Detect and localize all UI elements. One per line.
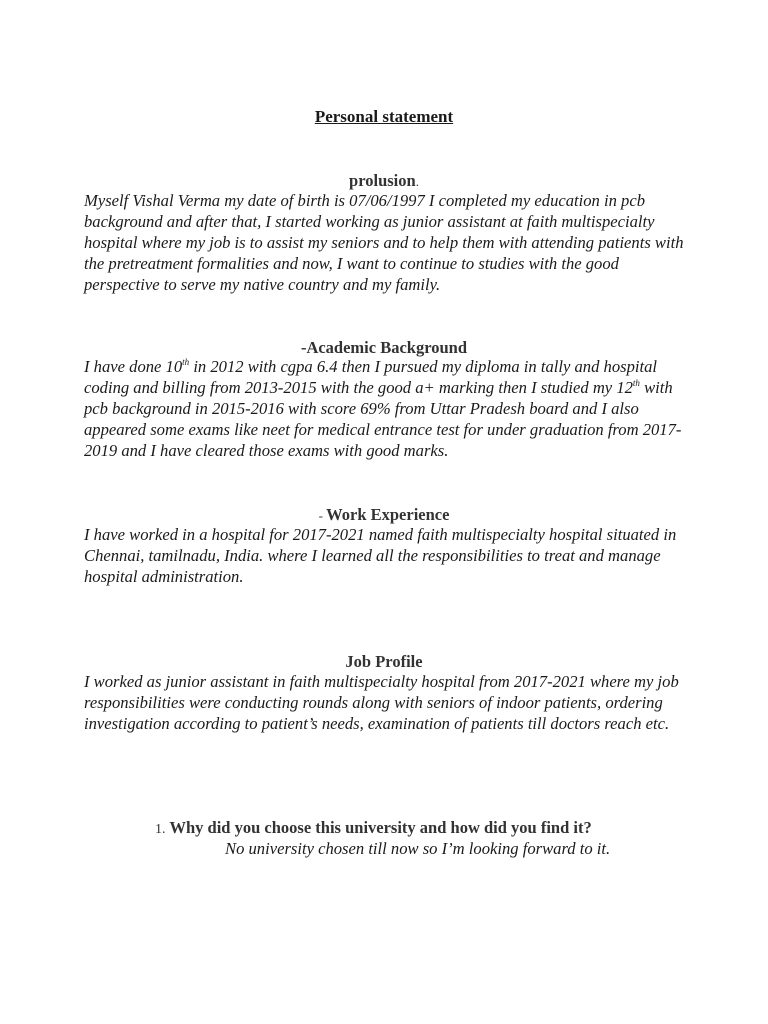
academic-superscript-1: th <box>182 357 190 367</box>
work-experience-paragraph: I have worked in a hospital for 2017-2021 named faith multispecialty hospital situated in Chennai, tamilnadu, India. where I learned all the responsibilities to treat and manage hospital administration. <box>84 525 677 586</box>
academic-superscript-2: th <box>632 377 640 388</box>
academic-background-paragraph <box>84 357 684 462</box>
work-experience-heading <box>0 505 768 525</box>
prolusion-heading-period: . <box>415 174 419 189</box>
work-heading-text: Work Experience <box>326 505 450 524</box>
question-number: 1. <box>155 822 166 837</box>
prolusion-heading <box>0 171 768 191</box>
academic-text-part3: with pcb background in 2015-2016 with score 69% from Uttar Pradesh board and I also appeared some exams like neet for medical entrance test for under graduation from 2017-2019 and I have cleared those exams with good marks. <box>84 377 682 460</box>
question-text: Why did you choose this university and how did you find it? <box>169 818 592 837</box>
academic-text-part2: in 2012 with cgpa 6.4 then I pursued my diploma in tally and hospital coding and billing from 2013-2015 with the good a+ marking then I studied my 12 <box>84 357 657 397</box>
prolusion-paragraph: Myself Vishal Verma my date of birth is 07/06/1997 I completed my education in pcb background and after that, I started working as junior assistant at faith multispecialty hospital where my job is to assist my seniors and to help them with attending patients with the pretreatment formalities and now, I want to continue to studies with the good perspective to serve my native country and my family. <box>84 191 684 294</box>
prolusion-heading-text: prolusion <box>349 171 416 190</box>
academic-background-heading: -Academic Background <box>300 338 468 357</box>
job-profile-heading: Job Profile <box>345 652 423 671</box>
document-title: Personal statement <box>314 107 454 126</box>
question-1-answer: No university chosen till now so I’m looking forward to it. <box>225 839 611 858</box>
question-1 <box>155 818 592 838</box>
academic-text-part1: I have done 10 <box>84 357 183 376</box>
job-profile-paragraph: I worked as junior assistant in faith multispecialty hospital from 2017-2021 where my job responsibilities were conducting rounds along with seniors of indoor patients, ordering investigation according to patient’s needs, examination of patients till doctors reach etc. <box>84 672 679 733</box>
work-heading-dash: - <box>318 508 327 523</box>
